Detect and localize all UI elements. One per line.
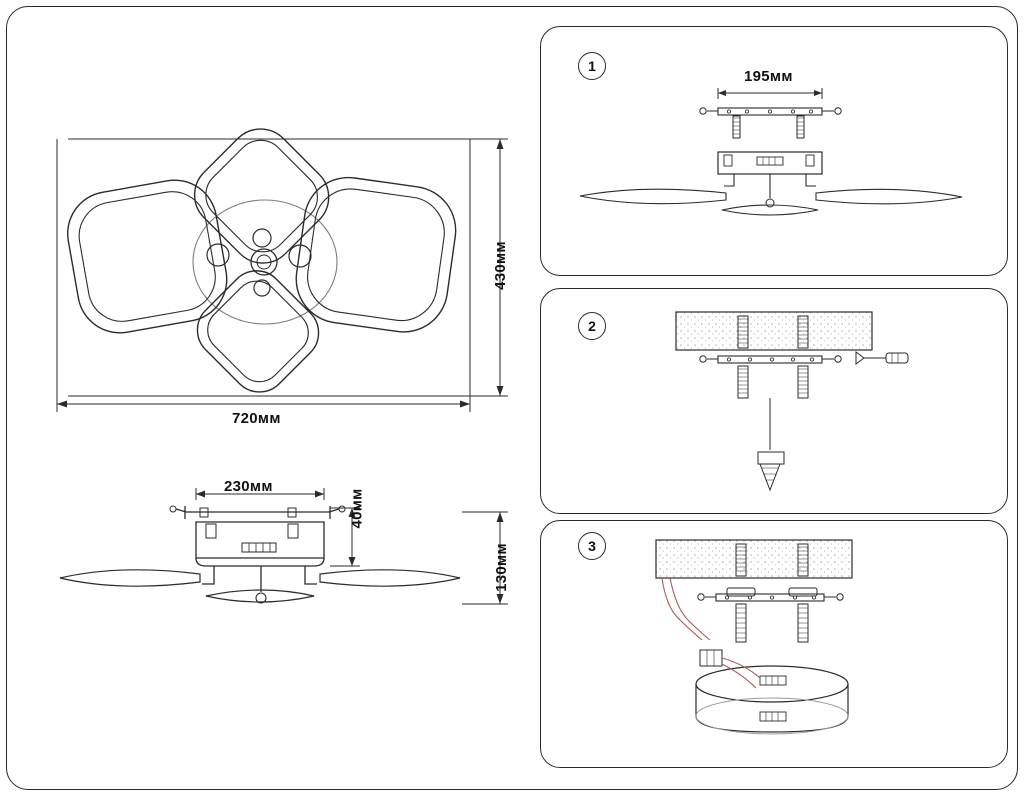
dimension-bracket-width: 195мм: [744, 68, 793, 85]
step-number-3: 3: [578, 532, 606, 560]
step-number-2: 2: [578, 312, 606, 340]
step-1-panel: [540, 26, 1008, 276]
dimension-height-top: 430мм: [491, 241, 509, 290]
lamp-top-view: [61, 116, 461, 404]
dimension-total-height: 130мм: [492, 543, 510, 592]
dimension-base-width: 230мм: [224, 478, 273, 495]
plan-dimension-lines: [57, 139, 508, 412]
dimension-base-height: 40мм: [348, 488, 366, 529]
lamp-side-view: [60, 506, 460, 603]
step-number-1: 1: [578, 52, 606, 80]
step-2-panel: [540, 288, 1008, 514]
step-3-panel: [540, 520, 1008, 768]
dimension-width-top: 720мм: [232, 410, 281, 427]
